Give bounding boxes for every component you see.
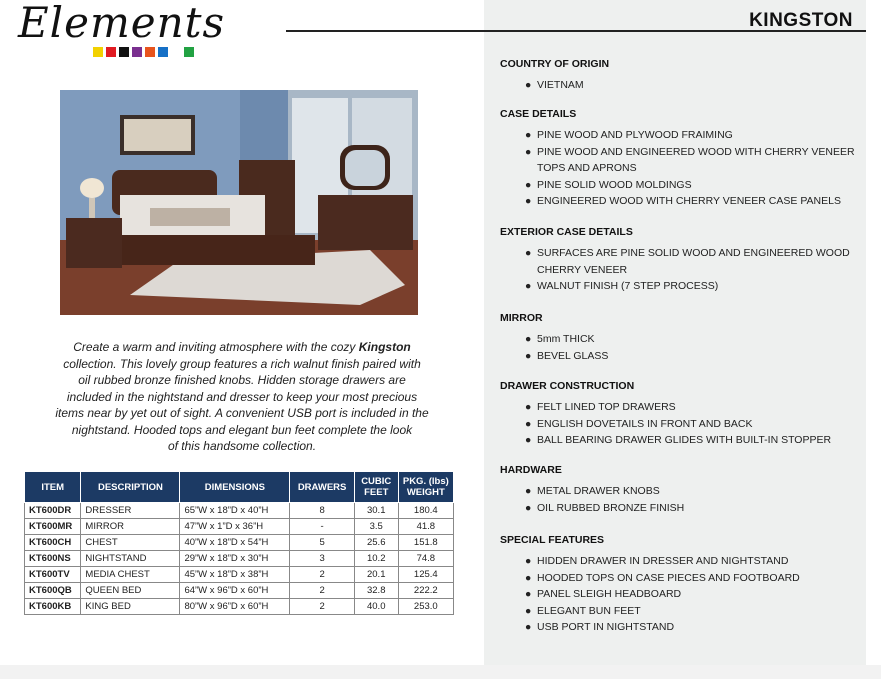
bullet-dot-icon: ● (525, 588, 532, 600)
header-drawers: DRAWERS (290, 472, 355, 503)
color-swatch (184, 47, 194, 57)
bullet-text: 5mm THICK (537, 333, 595, 345)
item-drawers: 2 (290, 567, 355, 583)
color-swatch (119, 47, 129, 57)
spec-bullet (500, 399, 857, 416)
item-cubic-feet: 25.6 (354, 535, 398, 551)
table-row (25, 535, 454, 551)
item-code: KT600TV (25, 567, 81, 583)
bullet-dot-icon: ● (525, 178, 532, 191)
item-code: KT600CH (25, 535, 81, 551)
bullet-text: ENGINEERED WOOD WITH CHERRY VENEER CASE PANELS (537, 195, 841, 207)
collection-name-emphasis: Kingston (358, 340, 411, 354)
spec-section (500, 312, 857, 364)
item-cubic-feet: 30.1 (354, 503, 398, 519)
blurb-line: oil rubbed bronze finished knobs. Hidden storage drawers are (78, 373, 406, 387)
item-drawers: 2 (290, 583, 355, 599)
header-dimensions: DIMENSIONS (180, 472, 290, 503)
item-code: KT600QB (25, 583, 81, 599)
item-description: MIRROR (81, 519, 180, 535)
bullet-dot-icon: ● (525, 145, 532, 158)
bullet-dot-icon: ● (525, 571, 532, 584)
spec-bullet (500, 278, 857, 295)
item-dimensions: 29”W x 18”D x 30”H (180, 551, 290, 567)
bullet-dot-icon: ● (525, 247, 532, 259)
spec-bullet (500, 331, 857, 348)
item-cubic-feet: 10.2 (354, 551, 398, 567)
item-code: KT600MR (25, 519, 81, 535)
item-code: KT600KB (25, 599, 81, 615)
blurb-line: Create a warm and inviting atmosphere with the cozy Kingston (73, 340, 411, 354)
bullet-text: FELT LINED TOP DRAWERS (537, 401, 676, 413)
blurb-line: included in the nightstand and dresser to keep your most precious (66, 389, 418, 404)
table-header-row (25, 472, 454, 503)
spec-section (500, 534, 857, 636)
spec-bullet (500, 603, 857, 620)
table-row (25, 503, 454, 519)
blurb-line: of this handsome collection. (167, 439, 317, 453)
item-dimensions: 65”W x 18”D x 40”H (180, 503, 290, 519)
bullet-text: BALL BEARING DRAWER GLIDES WITH BUILT-IN STOPPER (537, 434, 832, 446)
bullet-text: OIL RUBBED BRONZE FINISH (537, 501, 685, 514)
collection-description (46, 339, 438, 455)
spec-bullet (500, 127, 857, 144)
color-swatch (106, 47, 116, 57)
bullet-text: HOODED TOPS ON CASE PIECES AND FOOTBOARD (537, 571, 800, 584)
spec-bullet (500, 416, 857, 433)
bullet-dot-icon: ● (525, 349, 532, 362)
bullet-text: USB PORT IN NIGHTSTAND (537, 621, 675, 633)
bullet-text: BEVEL GLASS (537, 349, 609, 362)
bullet-text: HIDDEN DRAWER IN DRESSER AND NIGHTSTAND (537, 555, 789, 567)
item-description: CHEST (81, 535, 180, 551)
table-row (25, 519, 454, 535)
table-row (25, 567, 454, 583)
item-dimensions: 40”W x 18”D x 54”H (180, 535, 290, 551)
item-dimensions: 45”W x 18”D x 38”H (180, 567, 290, 583)
item-drawers: 5 (290, 535, 355, 551)
item-weight: 180.4 (398, 503, 453, 519)
brand-logo: Elements (18, 0, 226, 47)
color-swatch (132, 47, 142, 57)
blurb-line: nightstand. Hooded tops and elegant bun feet complete the look (71, 422, 413, 437)
spec-bullet (500, 245, 857, 278)
section-heading: SPECIAL FEATURES (500, 534, 605, 546)
table-row (25, 583, 454, 599)
item-description: NIGHTSTAND (81, 551, 180, 567)
bullet-dot-icon: ● (525, 417, 532, 430)
item-code: KT600NS (25, 551, 81, 567)
item-description: QUEEN BED (81, 583, 180, 599)
spec-bullet (500, 619, 857, 636)
bullet-text: PINE WOOD AND PLYWOOD FRAIMING (537, 129, 733, 141)
bullet-text: PANEL SLEIGH HEADBOARD (537, 588, 682, 600)
item-cubic-feet: 20.1 (354, 567, 398, 583)
item-weight: 222.2 (398, 583, 453, 599)
item-dimensions: 64”W x 96”D x 60”H (180, 583, 290, 599)
color-swatch (158, 47, 168, 57)
spec-bullet (500, 177, 857, 194)
bullet-dot-icon: ● (525, 129, 532, 141)
item-description: MEDIA CHEST (81, 567, 180, 583)
item-weight: 253.0 (398, 599, 453, 615)
item-cubic-feet: 32.8 (354, 583, 398, 599)
blurb-line: collection. This lovely group features a rich walnut finish paired with (63, 356, 421, 371)
item-description: KING BED (81, 599, 180, 615)
blurb-line: items near by yet out of sight. A convenient USB port is included in the (55, 406, 429, 420)
bullet-dot-icon: ● (525, 621, 532, 633)
section-heading: EXTERIOR CASE DETAILS (500, 226, 633, 238)
item-weight: 125.4 (398, 567, 453, 583)
item-drawers: 2 (290, 599, 355, 615)
section-heading: COUNTRY OF ORIGIN (500, 58, 610, 70)
spec-bullet (500, 483, 857, 500)
spec-section (500, 108, 857, 210)
dimensions-table (24, 471, 454, 615)
spec-bullet (500, 570, 857, 587)
bullet-dot-icon: ● (525, 485, 532, 497)
section-heading: CASE DETAILS (500, 108, 577, 120)
item-code: KT600DR (25, 503, 81, 519)
bullet-dot-icon: ● (525, 79, 532, 91)
section-heading: HARDWARE (500, 464, 562, 476)
header-weight: PKG. (lbs) WEIGHT (398, 472, 453, 503)
collection-title: KINGSTON (749, 10, 853, 31)
item-drawers: - (290, 519, 355, 535)
header-item: ITEM (25, 472, 81, 503)
bullet-dot-icon: ● (525, 555, 532, 567)
spec-bullet (500, 553, 857, 570)
spec-bullet (500, 193, 857, 210)
bullet-text: ENGLISH DOVETAILS IN FRONT AND BACK (537, 417, 753, 430)
bullet-dot-icon: ● (525, 604, 532, 617)
color-swatches (93, 47, 194, 57)
bullet-dot-icon: ● (525, 195, 532, 207)
spec-bullet (500, 77, 857, 94)
header-description: DESCRIPTION (81, 472, 180, 503)
spec-bullet (500, 348, 857, 365)
header-cubic-feet: CUBIC FEET (354, 472, 398, 503)
spec-section (500, 226, 857, 295)
bedroom-illustration (60, 90, 418, 315)
bullet-text: WALNUT FINISH (7 STEP PROCESS) (537, 280, 719, 292)
bullet-text: VIETNAM (537, 79, 584, 91)
item-weight: 41.8 (398, 519, 453, 535)
item-weight: 151.8 (398, 535, 453, 551)
item-drawers: 8 (290, 503, 355, 519)
bullet-dot-icon: ● (525, 280, 532, 292)
bedroom-photo (60, 90, 418, 315)
spec-bullet (500, 586, 857, 603)
color-swatch (93, 47, 103, 57)
spec-section (500, 464, 857, 516)
item-cubic-feet: 40.0 (354, 599, 398, 615)
item-dimensions: 47”W x 1”D x 36”H (180, 519, 290, 535)
item-cubic-feet: 3.5 (354, 519, 398, 535)
bullet-dot-icon: ● (525, 401, 532, 413)
bullet-dot-icon: ● (525, 333, 532, 345)
item-weight: 74.8 (398, 551, 453, 567)
bullet-text: SURFACES ARE PINE SOLID WOOD AND ENGINEERED WOOD CHERRY VENEER (537, 247, 850, 276)
spec-section (500, 380, 857, 449)
bullet-text: METAL DRAWER KNOBS (537, 485, 660, 497)
bullet-text: PINE SOLID WOOD MOLDINGS (537, 178, 692, 191)
section-heading: MIRROR (500, 312, 543, 324)
spec-bullet (500, 144, 857, 177)
spec-bullet (500, 500, 857, 517)
section-heading: DRAWER CONSTRUCTION (500, 380, 635, 392)
item-drawers: 3 (290, 551, 355, 567)
spec-bullet (500, 432, 857, 449)
item-description: DRESSER (81, 503, 180, 519)
bullet-text: ELEGANT BUN FEET (537, 604, 641, 617)
table-row (25, 599, 454, 615)
spec-section (500, 58, 857, 94)
item-dimensions: 80”W x 96”D x 60”H (180, 599, 290, 615)
color-swatch (145, 47, 155, 57)
table-row (25, 551, 454, 567)
bullet-dot-icon: ● (525, 434, 532, 446)
color-swatch (171, 47, 181, 57)
bullet-dot-icon: ● (525, 501, 532, 514)
bullet-text: PINE WOOD AND ENGINEERED WOOD WITH CHERRY VENEER TOPS AND APRONS (537, 145, 855, 174)
